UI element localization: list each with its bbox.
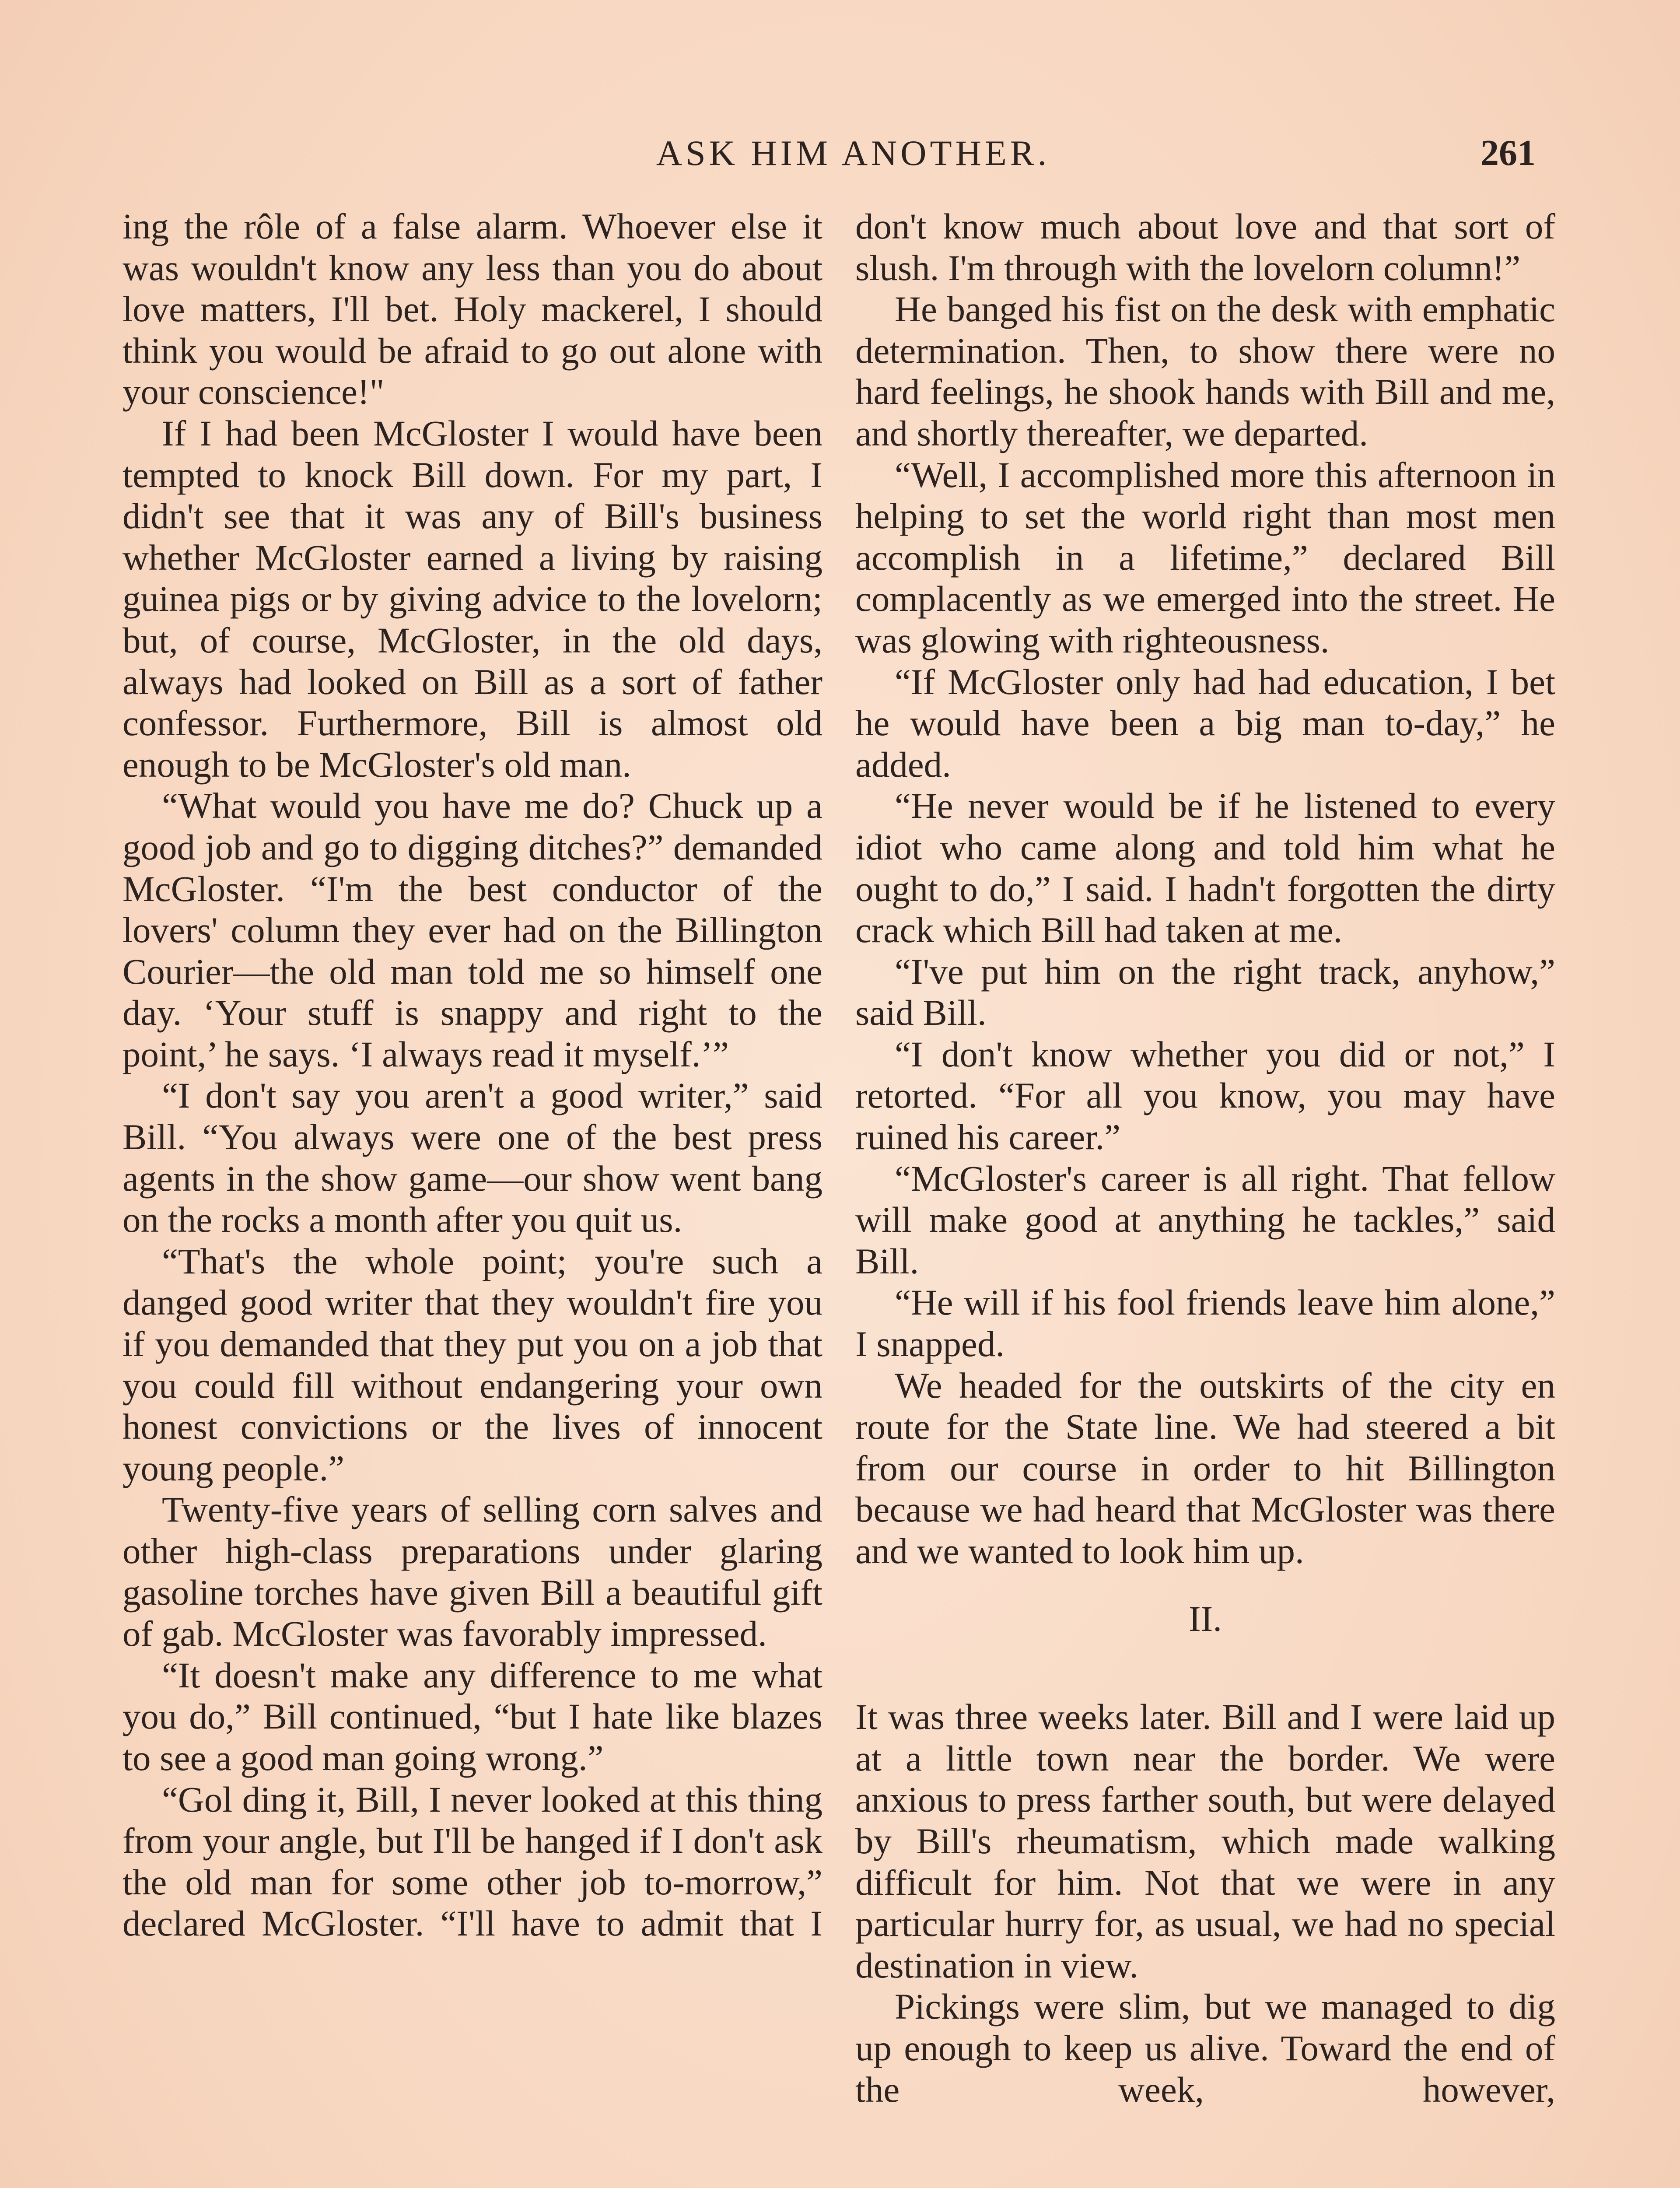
paragraph: Pickings were slim, but we managed to dig up enough to keep us alive. Toward the end of the week, however, <box>855 1986 1555 2110</box>
paragraph: “That's the whole point; you're such a danged good writer that they wouldn't fire you if you demanded that they put you on a job that you could fill without endangering your own honest convictions or the lives of innocent young people.” <box>122 1241 822 1488</box>
paragraph: “He never would be if he listened to every idiot who came along and told him what he ought to do,” I said. I hadn't forgotten the dirty crack which Bill had taken at me. <box>855 785 1555 950</box>
paragraph: “What would you have me do? Chuck up a good job and go to digging ditches?” demanded McGloster. “I'm the best conductor of the lovers' column they ever had on the Billington Courier—the old man told me so himself one day. ‘Your stuff is snappy and right to the point,’ he says. ‘I always read it myself.’” <box>122 785 822 1074</box>
section-number: II. <box>1188 1598 1222 1639</box>
paragraph: “It doesn't make any difference to me what you do,” Bill continued, “but I hate like blazes to see a good man going wrong.” <box>122 1655 822 1778</box>
paragraph: He banged his fist on the desk with emphatic determination. Then, to show there were no hard feelings, he shook hands with Bill and me, and shortly thereafter, we departed. <box>855 289 1555 453</box>
running-head: ASK HIM ANOTHER. <box>656 133 1050 173</box>
left-column <box>122 206 822 1944</box>
paragraph: Twenty-five years of selling corn salves and other high-class preparations under glaring gasoline torches have given Bill a beautiful gift of gab. McGloster was favorably impressed. <box>122 1489 822 1654</box>
paragraph: “Well, I accomplished more this afternoon in helping to set the world right than most men accomplish in a lifetime,” declared Bill complacently as we emerged into the street. He was glowing with righteousness. <box>855 454 1555 660</box>
paragraph: “I don't know whether you did or not,” I retorted. “For all you know, you may have ruined his career.” <box>855 1034 1555 1157</box>
paragraph: “McGloster's career is all right. That fellow will make good at anything he tackles,” said Bill. <box>855 1158 1555 1281</box>
paragraph: “I've put him on the right track, anyhow,” said Bill. <box>855 951 1555 1033</box>
paragraph: “I don't say you aren't a good writer,” said Bill. “You always were one of the best press agents in the show game—our show went bang on the rocks a month after you quit us. <box>122 1075 822 1240</box>
paragraph: “He will if his fool friends leave him alone,” I snapped. <box>855 1282 1555 1364</box>
paragraph: If I had been McGloster I would have been tempted to knock Bill down. For my part, I didn't see that it was any of Bill's business whether McGloster earned a living by raising guinea pigs or by giving advice to the lovelorn; but, of course, McGloster, in the old days, always had looked on Bill as a sort of father confessor. Furthermore, Bill is almost old enough to be McGloster's old man. <box>122 413 822 785</box>
right-column <box>855 206 1555 2110</box>
paragraph: “Gol ding it, Bill, I never looked at this thing from your angle, but I'll be hanged if I don't ask the old man for some other job to-morrow,” declared McGloster. “I'll have to admit that I <box>122 1779 822 1944</box>
page-number: 261 <box>1480 133 1536 173</box>
page-header <box>0 127 1680 179</box>
paragraph: It was three weeks later. Bill and I were laid up at a little town near the border. We were anxious to press farther south, but were delayed by Bill's rheumatism, which made walking difficult for him. Not that we were in any particular hurry for, as usual, we had no special destination in view. <box>855 1697 1555 1985</box>
paragraph: We headed for the outskirts of the city en route for the State line. We had steered a bit from our course in order to hit Billington because we had heard that McGloster was there and we wanted to look him up. <box>855 1365 1555 1571</box>
paragraph: don't know much about love and that sort of slush. I'm through with the lovelorn column!” <box>855 206 1555 288</box>
paragraph: ing the rôle of a false alarm. Whoever else it was wouldn't know any less than you do about love matters, I'll bet. Holy mackerel, I should think you would be afraid to go out alone with your conscience!" <box>122 206 822 412</box>
paragraph: “If McGloster only had had education, I bet he would have been a big man to-day,” he added. <box>855 661 1555 785</box>
